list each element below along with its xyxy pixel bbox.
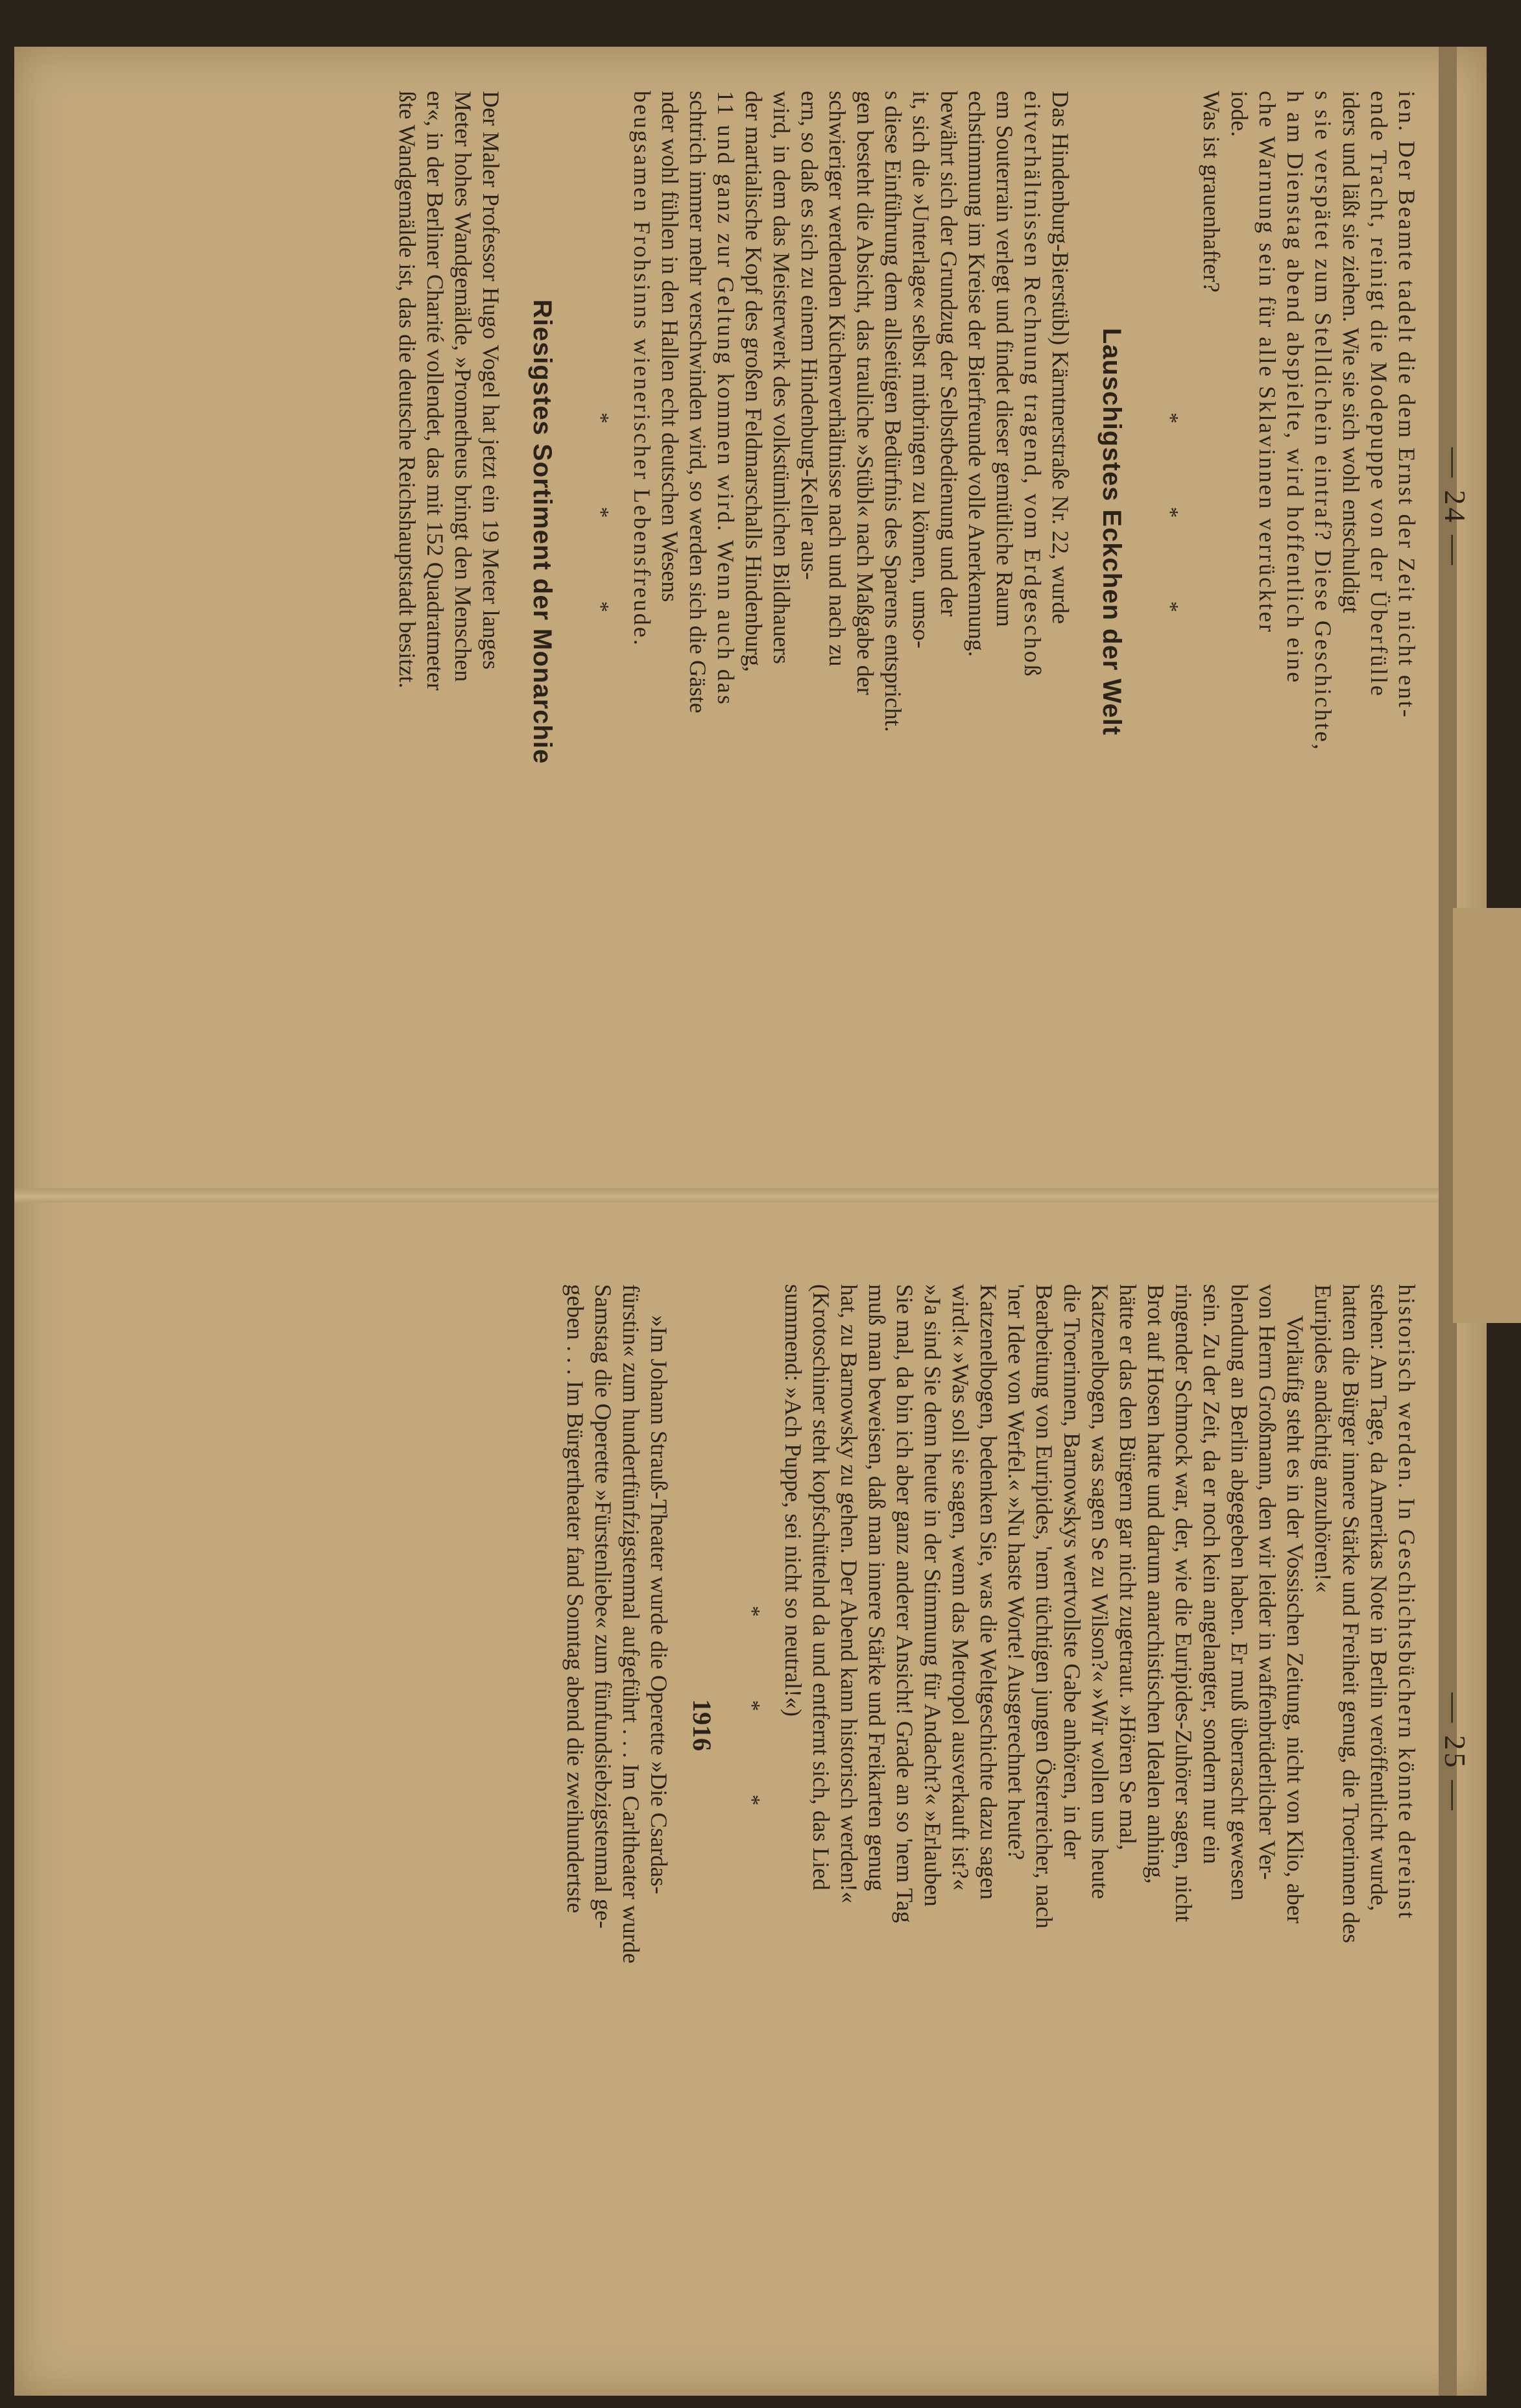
text-line: »Im Johann Strauß-Theater wurde die Operette »Die Csardas- [646, 1315, 672, 1894]
text-line: Vorläufig steht es in der Vossischen Zeitung, nicht von Klio, aber [1282, 1315, 1308, 1924]
text-line: wird, in dem das Meisterwerk des volkstümlichen Bildhauers [769, 91, 795, 664]
section-heading-year: 1916 [688, 1699, 717, 1751]
text-line: ien. Der Beamte tadelt die dem Ernst der Zeit nicht ent- [1394, 91, 1420, 719]
text-line: it, sich die »Unterlage« selbst mitbringen zu können, umso- [908, 91, 934, 649]
text-line: beugsamen Frohsinns wienerischer Lebensfreude. [629, 91, 655, 647]
text-line: ern, so daß es sich zu einem Hindenburg-Keller aus- [796, 91, 822, 580]
text-line: hätte er das den Bürgern gar nicht zugetraut. »Hören Se mal, [1115, 1284, 1141, 1851]
text-line: che Warnung sein für alle Sklavinnen verrückter [1254, 91, 1280, 634]
text-line: ringender Schmock war, der, wie die Euripides-Zuhörer sagen, nicht [1171, 1284, 1197, 1922]
text-line: summend: »Ach Puppe, sei nicht so neutral!«) [780, 1284, 806, 1717]
text-line: Brot auf Hosen hatte und darum anarchistischen Idealen anhing, [1143, 1284, 1169, 1884]
text-line: muß man beweisen, daß man innere Stärke und Freikarten genug [864, 1284, 890, 1891]
text-line: 11 und ganz zur Geltung kommen wird. Wenn auch das [713, 91, 739, 706]
text-line: von Herrn Großmann, den wir leider in waffenbrüderlicher Ver- [1254, 1284, 1280, 1880]
text-line: s sie verspätet zum Stelldichein eintraf? Diese Geschichte, [1310, 91, 1336, 752]
text-line: Katzenelbogen, bedenken Sie, was die Weltgeschichte dazu sagen [976, 1284, 1001, 1900]
section-heading: Riesigstes Sortiment der Monarchie [528, 299, 557, 765]
section-divider-stars: * * * [589, 412, 613, 651]
rotated-text-layer [45, 32, 1472, 2367]
text-line: hat, zu Barnowsky zu gehen. Der Abend kann historisch werden!« [836, 1284, 862, 1903]
text-line: blendung an Berlin abgegeben haben. Er muß überrascht gewesen [1227, 1284, 1252, 1901]
text-line: Was ist grauenhafter? [1199, 91, 1225, 292]
page-number-right: — 25 — [1439, 1693, 1472, 1813]
text-line: fürstin« zum hundertfünfzigstenmal aufgeführt . . . Im Carltheater wurde [618, 1284, 644, 1964]
section-heading: Lauschigstes Eckchen der Welt [1097, 328, 1126, 736]
text-line: Samstag die Operette »Fürstenliebe« zum fünfundsiebzigstenmal ge- [590, 1284, 616, 1929]
text-line: ende Tracht, reinigt die Modepuppe von der Überfülle [1366, 91, 1392, 698]
text-line: Katzenelbogen, was sagen Se zu Wilson?« »Wir wollen uns heute [1087, 1284, 1113, 1900]
text-line: schtrich immer mehr verschwinden wird, so werden sich die Gäste [685, 91, 711, 713]
text-line: ßte Wandgemälde ist, das die deutsche Reichshauptstadt besitzt. [394, 91, 420, 689]
text-line: (Krotoschiner steht kopfschüttelnd da und entfernt sich, das Lied [808, 1284, 834, 1890]
text-line: er«, in der Berliner Charité vollendet, das mit 152 Quadratmeter [422, 91, 448, 691]
text-line: bewährt sich der Grundzug der Selbstbedienung und der [936, 91, 962, 617]
text-line: stehen: Am Tage, da Amerikas Note in Berlin veröffentlicht wurde, [1366, 1284, 1392, 1911]
text-line: die Troerinnen, Barnowskys wertvollste Gabe anhören, in der [1059, 1284, 1085, 1859]
text-line: historisch werden. In Geschichtsbüchern könnte dereinst [1394, 1284, 1420, 1920]
text-line: hatten die Bürger innere Stärke und Freiheit genug, die Troerinnen des [1338, 1284, 1364, 1944]
text-line: der martialische Kopf des großen Feldmarschalls Hindenburg, [741, 91, 767, 673]
section-divider-stars: * * * [1158, 412, 1182, 651]
text-line: gen besteht die Absicht, das trauliche »Stübl« nach Maßgabe der [852, 91, 878, 695]
left-page-column [393, 91, 1420, 973]
text-line: nder wohl fühlen in den Hallen echt deutschen Wesens [657, 91, 683, 602]
text-line: em Souterrain verlegt und findet dieser gemütliche Raum [992, 91, 1018, 627]
text-line: h am Dienstag abend abspielte, wird hoffentlich eine [1282, 91, 1308, 685]
text-line: Meter hohes Wandgemälde, »Prometheus bringt den Menschen [450, 91, 476, 682]
text-line: eitverhältnissen Rechnung tragend, vom Erdgeschoß [1020, 91, 1046, 678]
text-line: iders und läßt sie ziehen. Wie sie sich wohl entschuldigt [1338, 91, 1364, 614]
right-page-column [561, 1284, 1420, 2166]
text-line: wird!« »Was soll sie sagen, wenn das Metropol ausverkauft ist?« [948, 1284, 974, 1890]
text-line: schwieriger werdenden Küchenverhältnisse nach und nach zu [824, 91, 850, 667]
text-line: iode. [1227, 91, 1252, 137]
text-line: Das Hindenburg-Bierstübl) Kärntnerstraße Nr. 22, wurde [1048, 91, 1073, 625]
section-divider-stars: * * * [740, 1606, 764, 1844]
text-line: Euripides andächtig anzuhören!« [1310, 1284, 1336, 1593]
text-line: 'ner Idee von Werfel.« »Nu haste Worte! Ausgerechnet heute? [1003, 1284, 1029, 1861]
text-line: Sie mal, da bin ich aber ganz anderer Ansicht! Grade an so 'nem Tag [892, 1284, 918, 1923]
text-line: »Ja sind Sie denn heute in der Stimmung für Andacht?« »Erlauben [920, 1284, 946, 1907]
page-number-left: — 24 — [1439, 447, 1472, 567]
text-line: sein. Zu der Zeit, da er noch kein angelangter, sondern nur ein [1199, 1284, 1225, 1865]
text-line: echstimmung im Kreise der Bierfreunde volle Anerkennung. [964, 91, 990, 657]
text-line: Bearbeitung von Euripides, 'nem tüchtigen jungen Österreicher, nach [1031, 1284, 1057, 1929]
text-line: s diese Einführung dem allseitigen Bedürfnis des Sparens entspricht. [880, 91, 906, 732]
text-line: geben . . . Im Bürgertheater fand Sonntag abend die zweihundertste [562, 1284, 588, 1914]
text-line: Der Maler Professor Hugo Vogel hat jetzt ein 19 Meter langes [478, 91, 504, 670]
